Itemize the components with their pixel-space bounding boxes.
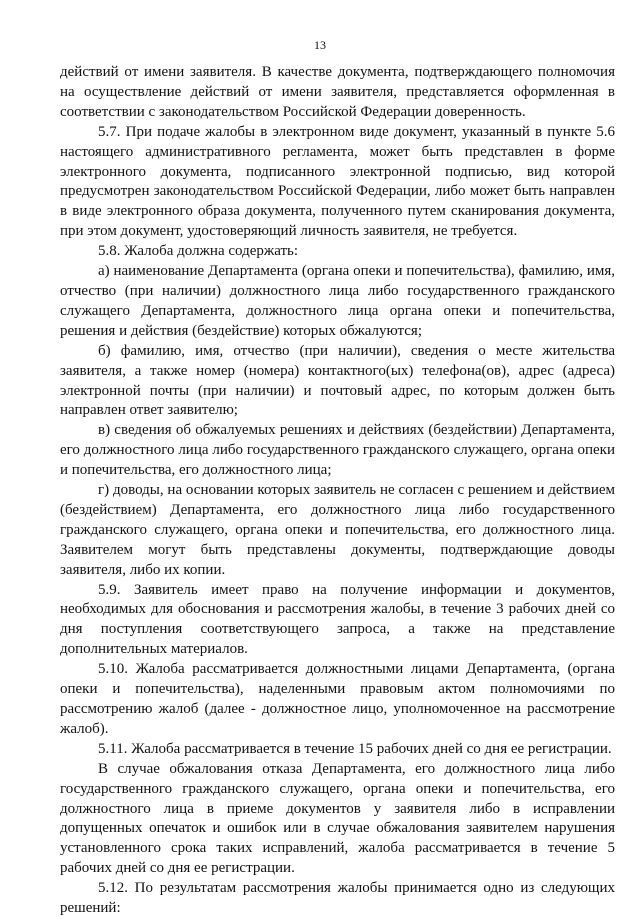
document-body (60, 63, 615, 919)
list-item-a: а) наименование Департамента (органа опеки и попечительства), фамилию, имя, отчество (при наличии) должностного лица либо государственного гражданского служащего Департамента, должностного лица органа опеки и попечительства, решения и действия (бездействие) которых обжалуются; (60, 263, 615, 339)
list-item-g: г) доводы, на основании которых заявитель не согласен с решением и действием (бездействием) Департамента, его должностного лица либо государственного гражданского служащего, органа опеки и попечительства, его должностного лица. Заявителем могут быть представлены документы, подтверждающие доводы заявителя, либо их копии. (60, 482, 615, 578)
list-item-v: в) сведения об обжалуемых решениях и действиях (бездействии) Департамента, его должностного лица либо государственного гражданского служащего, органа опеки и попечительства, его должностного лица; (60, 422, 615, 479)
paragraph-5-10: 5.10. Жалоба рассматривается должностными лицами Департамента, (органа опеки и попечительства), наделенными правовым актом полномочиями по рассмотрению жалоб (далее - должностное лицо, уполномоченное на рассмотрение жалоб). (60, 661, 615, 737)
paragraph-5-8: 5.8. Жалоба должна содержать: (98, 243, 299, 260)
paragraph-5-9: 5.9. Заявитель имеет право на получение информации и документов, необходимых для обоснования и рассмотрения жалобы, в течение 3 рабочих дней со дня поступления соответствующего запроса, а также на представление дополнительных материалов. (60, 581, 615, 658)
paragraph-refusal-appeal: В случае обжалования отказа Департамента, его должностного лица либо государственного гражданского служащего, органа опеки и попечительства, его должностного лица в приеме документов у заявителя либо в исправлении допущенных опечаток и ошибок или в случае обжалования заявителем нарушения установленного срока таких исправлений, жалоба рассматривается в течение 5 рабочих дней со дня ее регистрации. (60, 760, 615, 877)
paragraph-5-11: 5.11. Жалоба рассматривается в течение 15 рабочих дней со дня ее регистрации. (98, 740, 612, 757)
paragraph-5-7: 5.7. При подаче жалобы в электронном виде документ, указанный в пункте 5.6 настоящего административного регламента, может быть представлен в форме электронного документа, подписанного электронной подписью, вид которой предусмотрен законодательством Российской Федерации, либо может быть направлен в виде электронного образа документа, полученного путем сканирования документа, при этом документ, удостоверяющий личность заявителя, не требуется. (60, 123, 615, 240)
list-item-b: б) фамилию, имя, отчество (при наличии), сведения о месте жительства заявителя, а также номер (номера) контактного(ых) телефона(ов), адрес (адреса) электронной почты (при наличии) и почтовый адрес, по которым должен быть направлен ответ заявителю; (60, 342, 615, 419)
paragraph-5-12: 5.12. По результатам рассмотрения жалобы принимается одно из следующих решений: (60, 880, 615, 917)
page-number: 13 (314, 38, 326, 52)
paragraph-continuation: действий от имени заявителя. В качестве документа, подтверждающего полномочия на осуществление действий от имени заявителя, представляется оформленная в соответствии с законодательством Российской Федерации доверенность. (60, 64, 615, 120)
